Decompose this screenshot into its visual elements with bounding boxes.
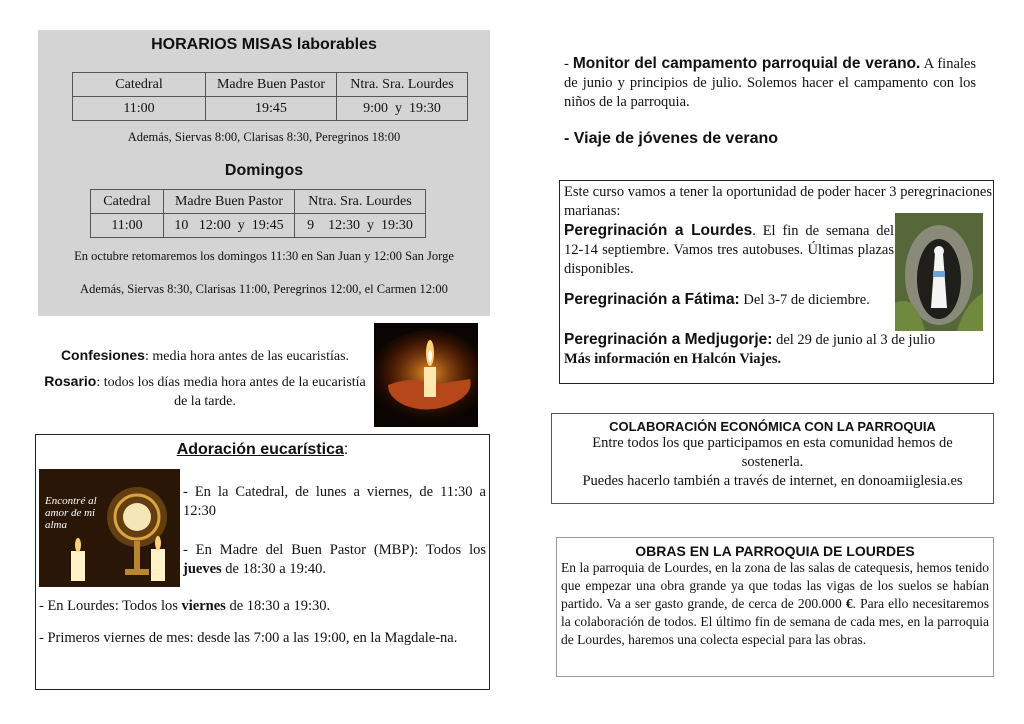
colaboracion-line1: Entre todos los que participamos en esta comunidad hemos de sostenerla.: [592, 435, 953, 470]
horarios-title: HORARIOS MISAS laborables: [151, 36, 377, 53]
adoracion-mbp-text: - En Madre del Buen Pastor (MBP): Todos los: [183, 542, 486, 558]
table-row: [73, 73, 468, 97]
lourdes-pilgrimage: [564, 221, 894, 279]
horarios-box: [38, 30, 490, 316]
monitor-paragraph: [564, 54, 976, 112]
rosario-text: : todos los días media hora antes de la eucaristía de la tarde.: [96, 375, 366, 409]
table-row: [91, 190, 426, 214]
monitor-title: Monitor del campamento parroquial de verano.: [572, 55, 921, 72]
sunday-schedule-table: [90, 189, 426, 238]
table-header-cell: Catedral: [91, 190, 164, 214]
fatima-pilgrimage-text: Del 3-7 de diciembre.: [739, 292, 870, 308]
lourdes-grotto-image: [895, 213, 983, 331]
fatima-pilgrimage-title: Peregrinación a Fátima:: [564, 291, 740, 308]
rosario-line: [40, 372, 370, 411]
lourdes-pilgrimage-text: . El fin de semana del 12-14 septiembre. Vamos tres autobuses. Últimas plazas disponibles.: [564, 223, 895, 277]
table-cell: 11:00: [73, 97, 206, 121]
table-header-cell: Madre Buen Pastor: [164, 190, 295, 214]
confesiones-text: : media hora antes de las eucaristías.: [144, 349, 350, 364]
adoracion-primeros-viernes: - Primeros viernes de mes: desde las 7:00 a las 19:00, en la Magdale-na.: [39, 630, 458, 646]
october-note: En octubre retomaremos los domingos 11:30 en San Juan y 12:00 San Jorge: [74, 249, 454, 263]
obras-text-b: . Para ello necesitaremos la colaboración de todos. El último fin de semana de cada mes, en la parroquia de Lourdes, haremos una colecta especial para las obras.: [561, 596, 989, 647]
adoracion-box: [35, 434, 490, 690]
adoracion-title-suffix: :: [343, 441, 349, 458]
grotto-illustration: [895, 213, 983, 331]
monstrance-caption: Encontré al amor de mi alma: [45, 495, 97, 531]
table-header-cell: Ntra. Sra. Lourdes: [295, 190, 426, 214]
adoracion-catedral: - En la Catedral, de lunes a viernes, de 11:30 a 12:30: [183, 484, 486, 519]
adoracion-mbp-day: jueves: [183, 561, 222, 577]
adoracion-mbp: [183, 541, 486, 579]
monitor-text: A finales de junio y principios de julio. Solemos hacer el campamento con los niños de la parroquia.: [564, 56, 976, 110]
colaboracion-line2: Puedes hacerlo también a través de internet, en donoamiiglesia.es: [582, 473, 963, 489]
table-cell: 9:00 y 19:30: [337, 97, 468, 121]
confesiones-label: Confesiones: [60, 347, 145, 363]
table-cell: 9 12:30 y 19:30: [295, 214, 426, 238]
peregrinaciones-box: [559, 180, 994, 384]
lourdes-pilgrimage-title: Peregrinación a Lourdes: [564, 222, 753, 239]
obras-title: OBRAS EN LA PARROQUIA DE LOURDES: [635, 543, 915, 559]
table-header-cell: Madre Buen Pastor: [206, 73, 337, 97]
table-cell: 10 12:00 y 19:45: [164, 214, 295, 238]
confesiones-section: [40, 346, 370, 417]
table-row: [73, 97, 468, 121]
adoracion-lourdes-hours: de 18:30 a 19:30.: [225, 598, 331, 614]
candle-illustration: [374, 323, 478, 427]
weekday-schedule-table: [72, 72, 468, 121]
weekday-note: Además, Siervas 8:00, Clarisas 8:30, Peregrinos 18:00: [127, 130, 401, 144]
euro-symbol: €: [845, 596, 853, 611]
colaboracion-title: COLABORACIÓN ECONÓMICA CON LA PARROQUIA: [609, 419, 936, 434]
medjugorje-pilgrimage: [564, 330, 992, 350]
monstrance-image: [39, 469, 180, 587]
table-cell: 19:45: [206, 97, 337, 121]
table-cell: 11:00: [91, 214, 164, 238]
domingos-title: Domingos: [224, 162, 304, 179]
table-header-cell: Catedral: [73, 73, 206, 97]
colaboracion-box: [551, 413, 994, 504]
adoracion-lourdes-text: - En Lourdes: Todos los: [39, 598, 182, 614]
viaje-heading: - Viaje de jóvenes de verano: [564, 130, 779, 147]
obras-box: [556, 537, 994, 677]
monitor-prefix: -: [564, 56, 573, 72]
table-row: [91, 214, 426, 238]
obras-text-a: En la parroquia de Lourdes, en la zona de las salas de catequesis, hemos tenido que empezar una obra grande ya que todas las vigas de los suelos se habían partido. Va a ser gasto grande, de cerca de 200.000: [561, 560, 989, 611]
table-header-cell: Ntra. Sra. Lourdes: [337, 73, 468, 97]
adoracion-heading: [36, 441, 489, 459]
adoracion-lourdes-day: viernes: [181, 598, 226, 614]
candle-image: [374, 323, 478, 427]
adoracion-mbp-hours: de 18:30 a 19:40.: [221, 561, 326, 577]
peregrinaciones-intro: Este curso vamos a tener la oportunidad de poder hacer 3 peregrinaciones marianas:: [564, 184, 992, 219]
medjugorje-pilgrimage-text: del 29 de junio al 3 de julio: [772, 332, 936, 348]
sunday-note: Además, Siervas 8:30, Clarisas 11:00, Peregrinos 12:00, el Carmen 12:00: [80, 282, 448, 296]
adoracion-title: Adoración eucarística: [176, 441, 344, 458]
mas-informacion: Más información en Halcón Viajes.: [564, 351, 782, 367]
confesiones-line: [40, 346, 370, 366]
adoracion-lourdes: [39, 597, 486, 616]
obras-text: [557, 559, 993, 649]
rosario-label: Rosario: [44, 373, 97, 389]
medjugorje-pilgrimage-title: Peregrinación a Medjugorje:: [564, 331, 773, 348]
